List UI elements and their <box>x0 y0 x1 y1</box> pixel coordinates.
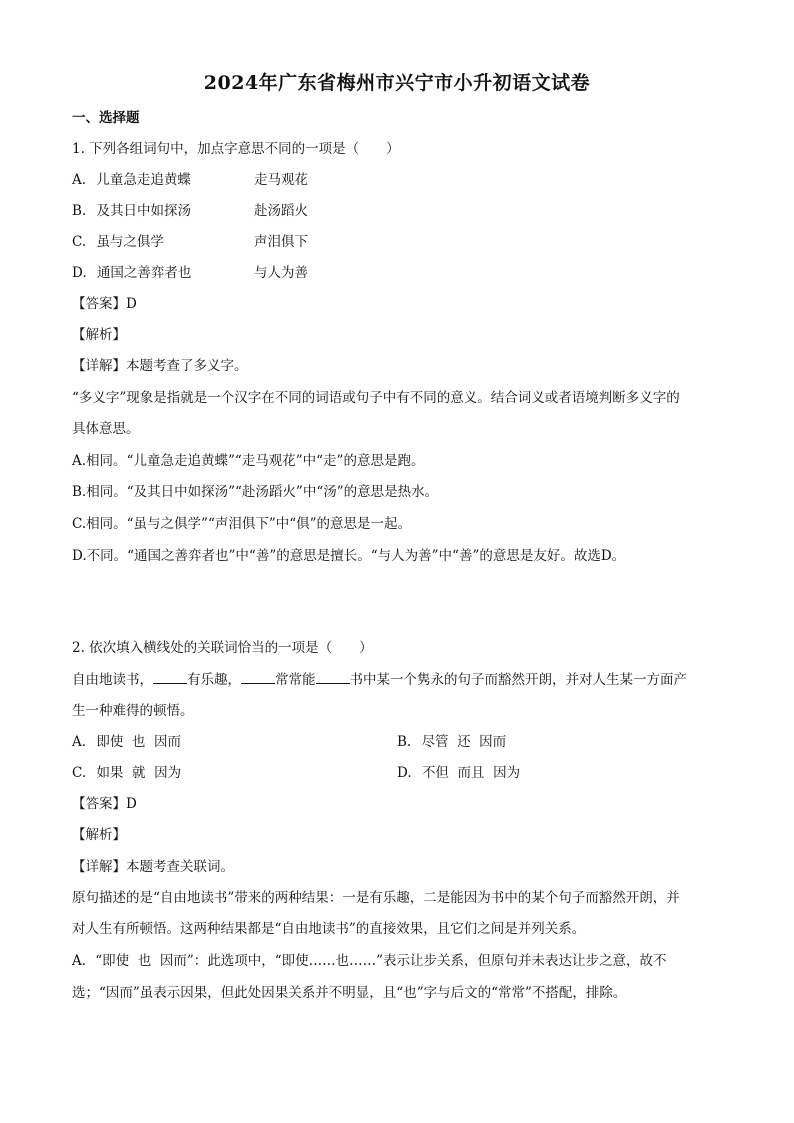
sentence-part: 自由地读书， <box>72 672 153 688</box>
option-right-text: 赴汤蹈火 <box>254 203 308 219</box>
q2-detail: 【详解】本题考查关联词。 <box>72 859 234 875</box>
q2-option-b[interactable] <box>397 732 506 752</box>
q2-option-c[interactable] <box>72 763 181 783</box>
option-right-text: 与人为善 <box>254 265 308 281</box>
q2-answer: 【答案】D <box>72 796 137 812</box>
option-text: 不但 而且 因为 <box>421 765 521 781</box>
q2-analysis-label: 【解析】 <box>72 827 126 843</box>
option-letter: B. <box>397 734 412 750</box>
option-letter: D. <box>397 765 412 781</box>
fill-blank-1[interactable] <box>153 671 187 684</box>
option-letter: A. <box>72 734 87 750</box>
q1-explanation-b: B.相同。“及其日中如探汤”“赴汤蹈火”中“汤”的意思是热水。 <box>72 484 439 500</box>
q1-paragraph-line1: “多义字”现象是指就是一个汉字在不同的词语或句子中有不同的意义。结合词义或者语境判断多义字的 <box>72 390 680 406</box>
option-left-text: 虽与之俱学 <box>96 234 164 250</box>
section-heading: 一、选择题 <box>72 110 140 126</box>
q1-stem: 1. 下列各组词句中，加点字意思不同的一项是（ ） <box>72 141 400 157</box>
fill-blank-3[interactable] <box>316 671 350 684</box>
q2-paragraph-line2: 对人生有所顿悟。这两种结果都是“自由地读书”的直接效果，且它们之间是并列关系。 <box>72 921 586 937</box>
option-right-text: 声泪俱下 <box>254 234 308 250</box>
q2-paragraph-line1: 原句描述的是“自由地读书”带来的两种结果：一是有乐趣，二是能因为书中的某个句子而豁然开朗，并 <box>72 890 680 906</box>
sentence-part: 常常能 <box>275 672 316 688</box>
q1-analysis-label: 【解析】 <box>72 327 126 343</box>
option-text: 尽管 还 因而 <box>421 734 507 750</box>
q2-stem: 2. 依次填入横线处的关联词恰当的一项是（ ） <box>72 640 373 656</box>
q1-explanation-c: C.相同。“虽与之俱学”“声泪俱下”中“俱”的意思是一起。 <box>72 516 412 532</box>
q2-option-d[interactable] <box>397 763 520 783</box>
fill-blank-2[interactable] <box>241 671 275 684</box>
option-letter: B. <box>72 203 87 219</box>
q1-answer: 【答案】D <box>72 296 137 312</box>
option-letter: A. <box>72 172 87 188</box>
option-right-text: 走马观花 <box>254 172 308 188</box>
option-letter: D. <box>72 265 87 281</box>
q2-sentence-line1 <box>72 670 687 690</box>
q2-option-a-explanation-line2: 选；“因而”虽表示因果，但此处因果关系并不明显，且“也”字与后文的“常常”不搭配，排除。 <box>72 985 627 1001</box>
option-left-text: 及其日中如探汤 <box>96 203 192 219</box>
exam-title: 2024年广东省梅州市兴宁市小升初语文试卷 <box>203 72 591 94</box>
q1-paragraph-line2: 具体意思。 <box>72 421 140 437</box>
q1-option-a[interactable] <box>72 170 472 190</box>
q2-option-a-explanation-line1: A．“即使 也 因而”：此选项中，“即使……也……”表示让步关系，但原句并未表达让步之意，故不 <box>72 953 667 969</box>
q2-option-a[interactable] <box>72 732 181 752</box>
option-letter: C. <box>72 234 87 250</box>
option-left-text: 通国之善弈者也 <box>96 265 192 281</box>
option-letter: C. <box>72 765 87 781</box>
option-text: 即使 也 因而 <box>96 734 182 750</box>
sentence-part: 书中某一个隽永的句子而豁然开朗，并对人生某一方面产 <box>349 672 687 688</box>
q2-sentence-line2: 生一种难得的顿悟。 <box>72 703 194 719</box>
q1-detail: 【详解】本题考查了多义字。 <box>72 358 248 374</box>
q1-option-d[interactable] <box>72 263 472 283</box>
option-left-text: 儿童急走追黄蝶 <box>96 172 191 188</box>
q1-explanation-a: A.相同。“儿童急走追黄蝶”“走马观花”中“走”的意思是跑。 <box>72 453 425 469</box>
option-text: 如果 就 因为 <box>96 765 182 781</box>
q1-option-b[interactable] <box>72 201 472 221</box>
q1-explanation-d: D.不同。“通国之善弈者也”中“善”的意思是擅长。“与人为善”中“善”的意思是友好。故选D。 <box>72 548 626 564</box>
q1-option-c[interactable] <box>72 232 472 252</box>
sentence-part: 有乐趣， <box>187 672 241 688</box>
